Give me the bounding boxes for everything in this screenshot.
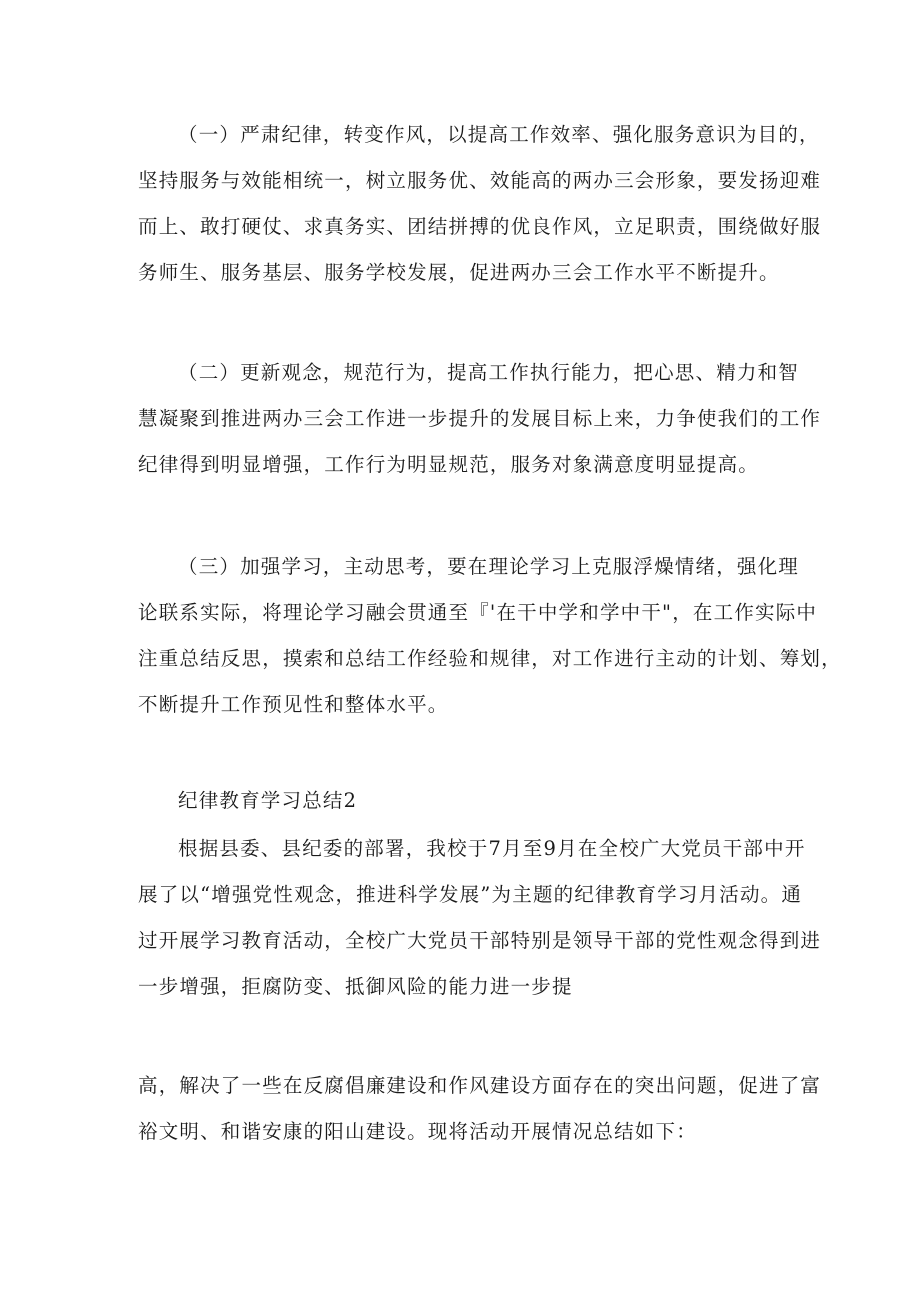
- paragraph-update-concepts: [138, 350, 822, 488]
- paragraph-line: 而上、敢打硬仗、求真务实、团结拼搏的优良作风，立足职责，围绕做好服: [138, 215, 822, 238]
- paragraph-line: 慧凝聚到推进两办三会工作进一步提升的发展目标上来，力争使我们的工作: [138, 407, 822, 430]
- paragraph-strengthen-study: [138, 544, 842, 728]
- paragraph-continuation: [138, 1063, 822, 1155]
- paragraph-section-intro: [138, 826, 822, 1010]
- paragraph-line: （三）加强学习，主动思考，要在理论学习上克服浮燥情绪，强化理: [178, 555, 800, 578]
- paragraph-line: 务师生、服务基层、服务学校发展，促进两办三会工作水平不断提升。: [138, 261, 780, 284]
- paragraph-line: 过开展学习教育活动，全校广大党员干部特别是领导干部的党性观念得到进: [138, 929, 822, 952]
- paragraph-line: 裕文明、和谐安康的阳山建设。现将活动开展情况总结如下：: [138, 1120, 697, 1143]
- paragraph-line: 注重总结反思，摸索和总结工作经验和规律，对工作进行主动的计划、筹划，: [138, 647, 842, 670]
- paragraph-line: （一）严肃纪律，转变作风，以提高工作效率、强化服务意识为目的，: [178, 123, 820, 146]
- paragraph-line: 论联系实际，将理论学习融会贯通至『'在干中学和学中干"，在工作实际中: [138, 601, 818, 624]
- paragraph-line: 不断提升工作预见性和整体水平。: [138, 693, 449, 716]
- paragraph-line: 坚持服务与效能相统一，树立服务优、效能高的两办三会形象，要发扬迎难: [138, 169, 822, 192]
- paragraph-line: 一步增强，拒腐防变、抵御风险的能力进一步提: [138, 975, 573, 998]
- paragraph-line: 根据县委、县纪委的部署，我校于7月至9月在全校广大党员干部中开: [178, 837, 806, 860]
- paragraph-line: 展了以“增强党性观念，推进科学发展”为主题的纪律教育学习月活动。通: [138, 883, 803, 906]
- paragraph-discipline-style: [138, 112, 822, 296]
- paragraph-line: 纪律得到明显增强，工作行为明显规范，服务对象满意度明显提高。: [138, 453, 760, 476]
- paragraph-line: 高，解决了一些在反腐倡廉建设和作风建设方面存在的突出问题，促进了富: [138, 1074, 822, 1097]
- section-title: 纪律教育学习总结2: [178, 789, 358, 812]
- paragraph-line: （二）更新观念，规范行为，提高工作执行能力，把心思、精力和智: [178, 361, 800, 384]
